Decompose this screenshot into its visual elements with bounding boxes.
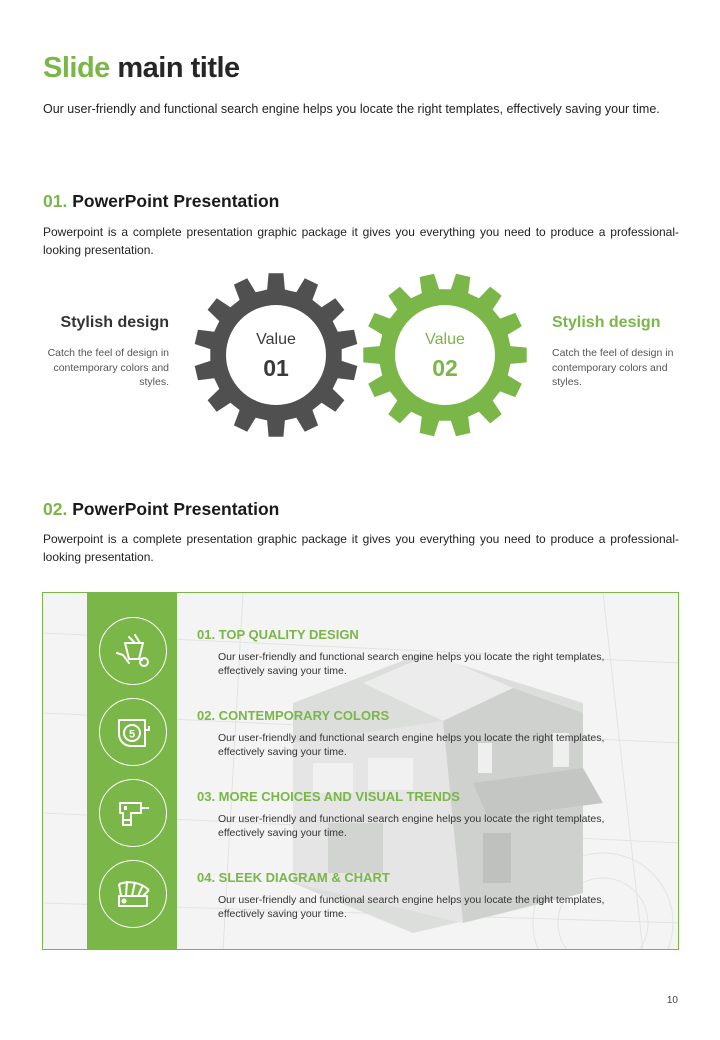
slide-title <box>43 52 240 85</box>
section-1-body: Powerpoint is a complete presentation graphic package it gives you everything you need to produce a professional-looking presentation. <box>43 225 679 257</box>
tape-measure-icon <box>113 712 153 752</box>
gear-2-value: 02 <box>432 355 458 381</box>
section-1-title: PowerPoint Presentation <box>72 191 280 211</box>
section-2-title: PowerPoint Presentation <box>72 499 280 519</box>
left-caption-text: Catch the feel of design in contemporary colors and styles. <box>47 347 169 388</box>
gear-1-value: 01 <box>263 355 289 381</box>
section-1-number: 01. <box>43 191 68 211</box>
icon-sidebar <box>87 593 177 949</box>
slide-subtitle: Our user-friendly and functional search engine helps you locate the right templates, effectively saving your time. <box>43 102 660 116</box>
feature-2-text: Our user-friendly and functional search engine helps you locate the right templates, effectively saving your time. <box>218 732 605 758</box>
left-caption-title: Stylish design <box>60 314 169 331</box>
right-caption-title: Stylish design <box>552 314 661 331</box>
gear-1-caption: Value <box>256 331 296 348</box>
section-2-number: 02. <box>43 499 68 519</box>
feature-3-title: 03. MORE CHOICES AND VISUAL TRENDS <box>197 789 460 804</box>
gear-2-caption: Value <box>425 331 465 348</box>
feature-1-title: 01. TOP QUALITY DESIGN <box>197 627 359 642</box>
section-2-heading <box>43 499 279 520</box>
feature-2-title: 02. CONTEMPORARY COLORS <box>197 708 390 723</box>
section-2-body: Powerpoint is a complete presentation graphic package it gives you everything you need to produce a professional-looking presentation. <box>43 532 679 564</box>
feature-3-text: Our user-friendly and functional search engine helps you locate the right templates, effectively saving your time. <box>218 813 605 839</box>
slide-title-main: main title <box>117 52 240 84</box>
slide-title-accent: Slide <box>43 52 110 84</box>
drill-icon <box>113 793 153 833</box>
feature-2-icon-circle <box>99 698 167 766</box>
svg-text:5: 5 <box>128 728 136 741</box>
features-panel <box>42 592 679 950</box>
feature-1-text: Our user-friendly and functional search engine helps you locate the right templates, effectively saving your time. <box>218 651 605 677</box>
section-1-heading <box>43 191 279 212</box>
wheelbarrow-icon <box>113 631 153 671</box>
feature-1-icon-circle <box>99 617 167 685</box>
feature-4-icon-circle <box>99 860 167 928</box>
feature-4-text: Our user-friendly and functional search engine helps you locate the right templates, effectively saving your time. <box>218 894 605 920</box>
color-swatch-icon <box>113 874 153 914</box>
gear-1-label <box>226 331 326 382</box>
feature-3-icon-circle <box>99 779 167 847</box>
feature-4-title: 04. SLEEK DIAGRAM & CHART <box>197 870 390 885</box>
right-caption-text: Catch the feel of design in contemporary colors and styles. <box>552 347 674 388</box>
gear-2-label <box>395 331 495 382</box>
page-number: 10 <box>666 995 678 1006</box>
